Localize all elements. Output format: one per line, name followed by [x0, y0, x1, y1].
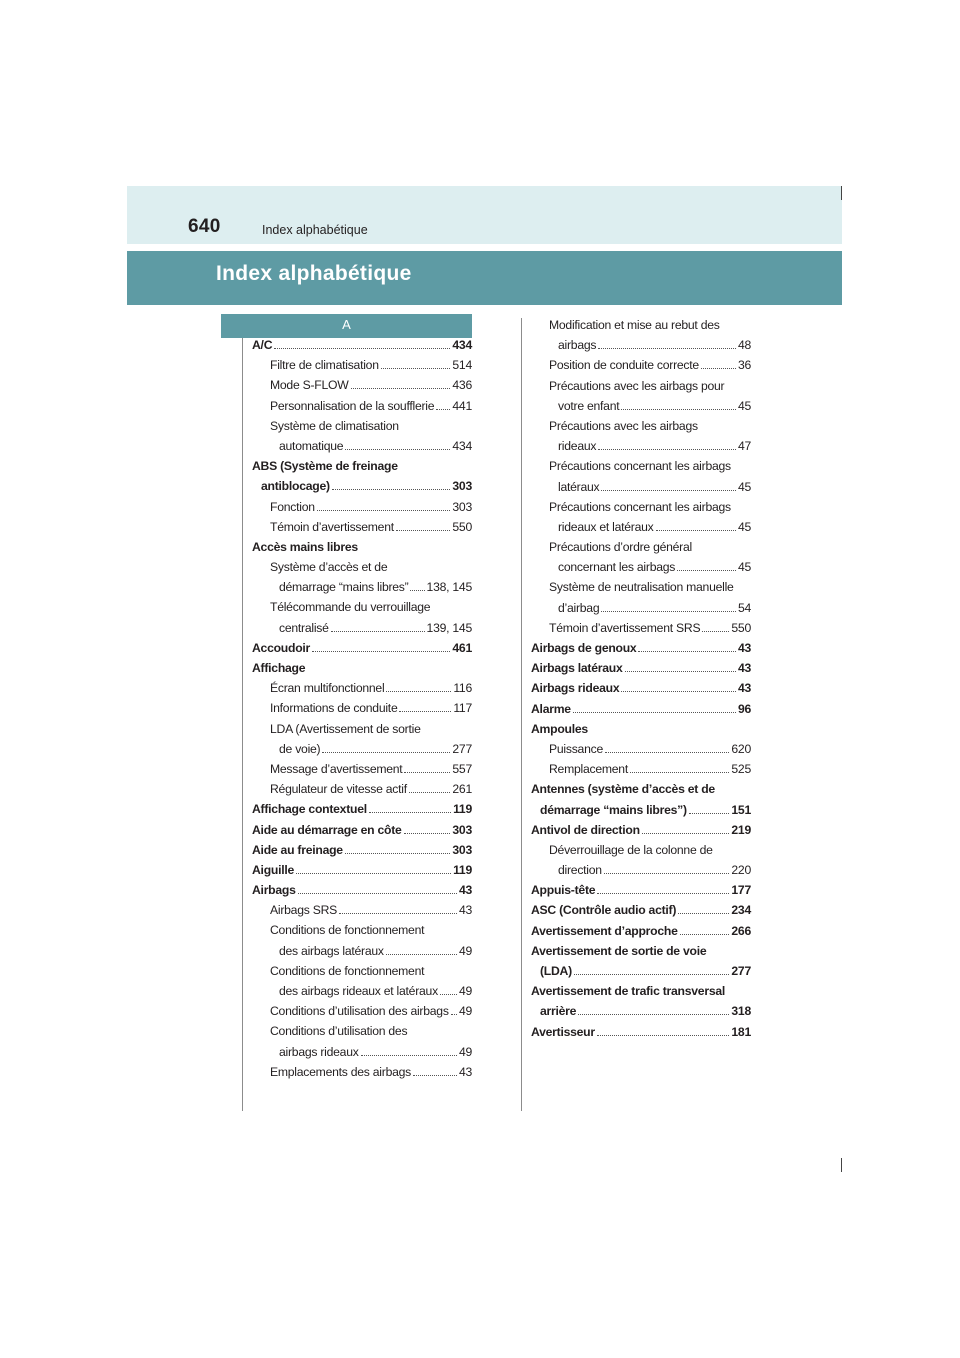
index-page-ref: 550 — [731, 620, 751, 635]
index-entry — [531, 964, 751, 984]
index-entry-heading: Conditions d’utilisation des — [270, 1024, 408, 1039]
index-entry — [531, 338, 751, 358]
index-entry — [252, 903, 472, 923]
index-entry-label: de voie) — [279, 741, 321, 756]
index-entry — [531, 803, 751, 823]
index-page-ref: 461 — [452, 640, 472, 655]
index-page-ref: 318 — [731, 1004, 751, 1019]
index-page-ref: 48 — [737, 338, 751, 353]
index-entry-label: Avertisseur — [531, 1024, 595, 1039]
index-page-ref: 514 — [452, 358, 472, 373]
index-page-ref: 434 — [452, 338, 472, 352]
dot-leader — [598, 449, 736, 450]
index-entry — [531, 480, 751, 500]
index-entry-label: Aide au démarrage en côte — [252, 822, 402, 837]
index-page-ref: 303 — [452, 479, 472, 494]
index-entry-label: ASC (Contrôle audio actif) — [531, 903, 677, 918]
dot-leader — [322, 752, 450, 753]
index-entry — [252, 681, 472, 701]
index-entry-heading: Antennes (système d’accès et de — [531, 782, 715, 797]
index-entry — [252, 1004, 472, 1024]
dot-leader — [369, 812, 451, 813]
index-page-ref: 117 — [453, 701, 472, 716]
index-page-ref: 116 — [453, 681, 472, 696]
index-page-ref: 219 — [731, 822, 751, 837]
index-page-ref: 436 — [452, 378, 472, 393]
index-entry-label: Régulateur de vitesse actif — [270, 782, 407, 797]
index-entry — [252, 338, 472, 358]
index-entry — [531, 702, 751, 722]
index-entry — [252, 621, 472, 641]
dot-leader — [399, 711, 451, 712]
index-entry-heading: Accès mains libres — [252, 539, 358, 554]
index-page-ref: 620 — [731, 741, 751, 756]
index-entry — [531, 1025, 751, 1045]
index-page-ref: 119 — [453, 802, 472, 817]
dot-leader — [677, 570, 736, 571]
index-page-ref: 261 — [452, 782, 472, 797]
index-entry-heading: Système d’accès et de — [270, 560, 388, 575]
index-entry-label: Airbags latéraux — [531, 661, 623, 676]
dot-leader — [351, 388, 451, 389]
index-entry — [531, 823, 751, 843]
index-entry-label: concernant les airbags — [558, 560, 676, 575]
dot-leader — [601, 611, 736, 612]
index-entry-label: automatique — [279, 438, 344, 453]
index-entry — [531, 863, 751, 883]
index-entry-label: Appuis-tête — [531, 883, 596, 898]
index-page-ref: 234 — [731, 903, 751, 918]
index-page-ref: 49 — [458, 1044, 472, 1059]
index-entry-label: Aide au freinage — [252, 842, 343, 857]
dot-leader — [574, 974, 729, 975]
index-entry-heading: Précautions avec les airbags — [549, 418, 698, 433]
dot-leader — [345, 853, 451, 854]
index-page-ref: 45 — [737, 479, 751, 494]
index-entry-label: Remplacement — [549, 762, 628, 777]
index-entry-label: centralisé — [279, 620, 329, 635]
dot-leader — [312, 651, 450, 652]
index-entry-label: latéraux — [558, 479, 600, 494]
dot-leader — [597, 893, 729, 894]
dot-leader — [298, 893, 457, 894]
index-page-ref: 49 — [458, 1004, 472, 1019]
dot-leader — [345, 449, 450, 450]
index-entry-label: arrière — [540, 1004, 577, 1019]
dot-leader — [642, 833, 730, 834]
index-entry-heading: Précautions d’ordre général — [549, 540, 692, 555]
index-entry — [252, 439, 472, 459]
index-entry-heading: Précautions concernant les airbags — [549, 459, 731, 474]
index-entry — [531, 358, 751, 378]
running-header-title: Index alphabétique — [262, 223, 368, 237]
index-entry-label: (LDA) — [540, 964, 572, 978]
dot-leader — [381, 368, 451, 369]
dot-leader — [410, 590, 424, 591]
index-entry-heading: Précautions avec les airbags pour — [549, 378, 725, 393]
index-entry — [252, 742, 472, 762]
index-page-ref: 43 — [458, 883, 472, 898]
index-entry-label: Message d’avertissement — [270, 761, 403, 776]
index-entry-label: Accoudoir — [252, 640, 311, 655]
index-page-ref: 45 — [737, 560, 751, 575]
index-entry-label: d’airbag — [558, 600, 600, 615]
dot-leader — [436, 409, 450, 410]
index-entry-heading: Précautions concernant les airbags — [549, 499, 731, 514]
index-page-ref: 49 — [458, 984, 472, 998]
index-entry — [531, 924, 751, 944]
dot-leader — [332, 489, 451, 490]
dot-leader — [331, 631, 425, 632]
index-entry-label: votre enfant — [558, 398, 620, 413]
index-entry — [252, 944, 472, 964]
index-entry — [531, 520, 751, 540]
index-entry-heading: Ampoules — [531, 721, 588, 736]
index-entry-label: Informations de conduite — [270, 701, 398, 716]
index-entry-label: des airbags latéraux — [279, 943, 384, 958]
index-entry-heading: Conditions de fonctionnement — [270, 923, 425, 938]
dot-leader — [601, 490, 736, 491]
index-entry-heading: Système de climatisation — [270, 418, 399, 433]
index-entry-heading: Avertissement de sortie de voie — [531, 943, 707, 958]
index-page-ref: 181 — [731, 1024, 751, 1039]
crop-mark-top — [841, 186, 842, 200]
dot-leader — [597, 1035, 730, 1036]
index-entry-label: Antivol de direction — [531, 822, 640, 837]
index-page-ref: 303 — [452, 499, 472, 514]
index-entry-label: A/C — [252, 338, 273, 352]
index-entry — [252, 399, 472, 419]
left-column-rule — [242, 318, 243, 1111]
page-header-bar — [127, 186, 842, 244]
dot-leader — [573, 712, 736, 713]
index-entry — [252, 823, 472, 843]
index-entry-heading: Modification et mise au rebut des — [549, 318, 720, 332]
index-entry — [531, 661, 751, 681]
index-entry-label: Fonction — [270, 499, 315, 514]
dot-leader — [701, 368, 736, 369]
index-page-ref: 43 — [737, 681, 751, 696]
dot-leader — [605, 752, 729, 753]
dot-leader — [689, 813, 730, 814]
index-entry — [252, 802, 472, 822]
index-entry-heading: Déverrouillage de la colonne de — [549, 842, 713, 857]
index-entry — [531, 883, 751, 903]
index-entry — [252, 883, 472, 903]
index-entry — [531, 1004, 751, 1024]
index-entry-label: Airbags de genoux — [531, 641, 637, 655]
index-entry-label: Filtre de climatisation — [270, 358, 379, 373]
index-entry — [252, 479, 472, 499]
index-entry-label: démarrage “mains libres” — [279, 580, 409, 595]
dot-leader — [638, 651, 735, 652]
index-entry — [531, 560, 751, 580]
index-entry — [252, 863, 472, 883]
index-entry-label: des airbags rideaux et latéraux — [279, 984, 438, 998]
index-entry — [252, 782, 472, 802]
index-entry-label: Puissance — [549, 741, 603, 756]
index-entry — [252, 984, 472, 1004]
index-entry-heading: Avertissement de trafic transversal — [531, 984, 726, 999]
index-entry-label: Affichage contextuel — [252, 802, 367, 817]
index-entry-heading: Télécommande du verrouillage — [270, 600, 431, 615]
index-entry-heading: ABS (Système de freinage — [252, 459, 398, 474]
index-entry — [252, 1065, 472, 1085]
dot-leader — [274, 348, 450, 349]
dot-leader — [386, 691, 451, 692]
dot-leader — [578, 1014, 729, 1015]
index-page-ref: 43 — [737, 641, 751, 655]
index-entry — [531, 601, 751, 621]
dot-leader — [680, 934, 730, 935]
index-page-ref: 434 — [452, 438, 472, 453]
index-page-ref: 151 — [731, 802, 751, 817]
index-entry-label: Aiguille — [252, 862, 295, 877]
index-page-ref: 36 — [737, 358, 751, 373]
dot-leader — [404, 833, 451, 834]
index-entry — [252, 378, 472, 398]
index-page-ref: 138, 145 — [426, 580, 472, 595]
index-entry — [531, 621, 751, 641]
index-entry — [252, 1045, 472, 1065]
index-entry — [531, 742, 751, 762]
index-entry-heading: LDA (Avertissement de sortie — [270, 721, 421, 736]
index-page-ref: 43 — [737, 661, 751, 676]
dot-leader — [598, 348, 736, 349]
index-page-ref: 139, 145 — [426, 620, 472, 635]
dot-leader — [413, 1075, 457, 1076]
index-page-ref: 49 — [458, 943, 472, 958]
dot-leader — [404, 772, 450, 773]
index-page-ref: 54 — [737, 600, 751, 615]
index-column-right — [531, 318, 751, 1045]
index-entry-label: antiblocage) — [261, 479, 330, 494]
index-entry — [252, 580, 472, 600]
index-page-ref: 441 — [452, 398, 472, 413]
index-page-ref: 177 — [731, 883, 751, 898]
index-page-ref: 119 — [453, 862, 472, 877]
index-entry — [252, 500, 472, 520]
index-entry-label: airbags — [558, 338, 597, 353]
page-title: Index alphabétique — [216, 262, 412, 285]
index-entry — [252, 641, 472, 661]
dot-leader — [625, 671, 736, 672]
index-page-ref: 303 — [452, 842, 472, 857]
dot-leader — [361, 1055, 457, 1056]
index-page-ref: 303 — [452, 822, 472, 837]
index-entry-label: rideaux — [558, 439, 597, 454]
dot-leader — [339, 913, 457, 914]
index-entry-label: démarrage “mains libres”) — [540, 802, 687, 817]
index-page-ref: 43 — [458, 1064, 472, 1079]
index-page-ref: 277 — [731, 964, 751, 978]
index-entry — [252, 843, 472, 863]
index-entry — [252, 701, 472, 721]
dot-leader — [386, 954, 457, 955]
index-entry — [531, 903, 751, 923]
dot-leader — [296, 873, 451, 874]
index-page-ref: 45 — [737, 519, 751, 534]
index-page-ref: 550 — [452, 519, 472, 534]
dot-leader — [317, 510, 451, 511]
index-entry — [531, 641, 751, 661]
index-entry-label: rideaux et latéraux — [558, 519, 654, 534]
dot-leader — [396, 530, 451, 531]
crop-mark-bottom — [841, 1158, 842, 1172]
dot-leader — [678, 913, 729, 914]
index-page-ref: 47 — [737, 439, 751, 454]
index-letter-header: A — [221, 314, 472, 338]
index-entry-label: Témoin d’avertissement — [270, 519, 394, 534]
index-page-ref: 525 — [731, 762, 751, 777]
index-entry-label: Airbags SRS — [270, 903, 338, 918]
index-entry-heading: Système de neutralisation manuelle — [549, 580, 734, 595]
index-entry-label: Avertissement d’approche — [531, 923, 678, 938]
index-page-ref: 277 — [452, 741, 472, 756]
index-entry-label: direction — [558, 863, 602, 878]
index-page-ref: 96 — [737, 701, 751, 716]
index-entry — [531, 439, 751, 459]
index-entry-label: Personnalisation de la soufflerie — [270, 398, 435, 413]
dot-leader — [409, 792, 451, 793]
dot-leader — [656, 530, 736, 531]
index-entry-heading: Affichage — [252, 661, 306, 675]
index-entry-label: Mode S-FLOW — [270, 378, 349, 393]
dot-leader — [621, 409, 736, 410]
index-entry — [252, 762, 472, 782]
dot-leader — [702, 631, 729, 632]
middle-column-rule — [521, 318, 522, 1111]
dot-leader — [621, 691, 736, 692]
index-entry-label: Position de conduite correcte — [549, 358, 699, 373]
index-page-ref: 220 — [731, 863, 751, 878]
index-column-left — [252, 338, 472, 1085]
dot-leader — [630, 772, 729, 773]
page-number: 640 — [188, 216, 221, 237]
index-entry-label: Conditions d’utilisation des airbags — [270, 1004, 449, 1019]
index-entry-label: Airbags rideaux — [531, 681, 620, 696]
index-entry-label: Airbags — [252, 883, 296, 898]
index-page-ref: 45 — [737, 398, 751, 413]
index-entry-label: Écran multifonctionnel — [270, 681, 385, 696]
index-entry — [252, 358, 472, 378]
index-entry-label: airbags rideaux — [279, 1044, 359, 1059]
index-entry — [252, 520, 472, 540]
index-entry-label: Témoin d’avertissement SRS — [549, 620, 701, 635]
dot-leader — [604, 873, 730, 874]
index-entry-heading: Conditions de fonctionnement — [270, 963, 425, 978]
index-page-ref: 266 — [731, 923, 751, 938]
index-entry-label: Alarme — [531, 701, 571, 716]
index-entry — [531, 399, 751, 419]
index-entry — [531, 762, 751, 782]
dot-leader — [440, 994, 457, 995]
index-page-ref: 43 — [458, 903, 472, 918]
index-page-ref: 557 — [452, 761, 472, 776]
dot-leader — [451, 1014, 457, 1015]
index-entry — [531, 681, 751, 701]
index-entry-label: Emplacements des airbags — [270, 1064, 411, 1079]
